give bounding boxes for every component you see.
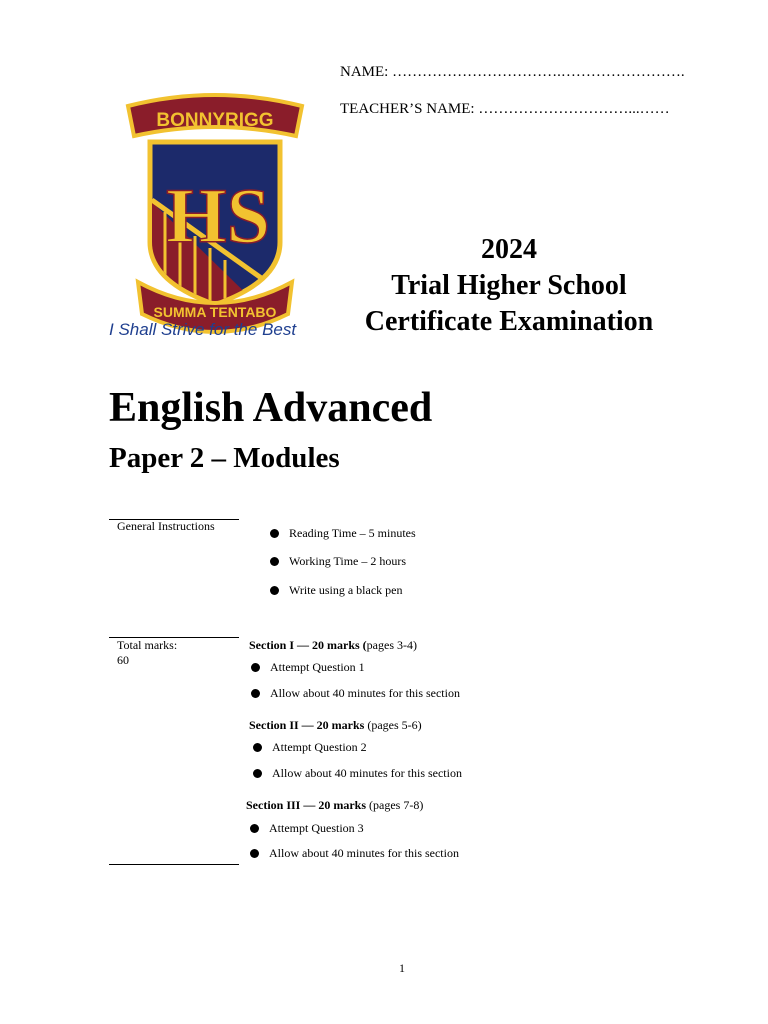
section-1-item: Allow about 40 minutes for this section xyxy=(251,686,460,701)
bullet-icon xyxy=(270,586,279,595)
instruction-item: Reading Time – 5 minutes xyxy=(270,526,416,541)
bullet-icon xyxy=(251,663,260,672)
bullet-icon xyxy=(253,743,262,752)
student-name-line: NAME: …………………………….……………………. xyxy=(340,64,685,80)
instruction-item: Write using a black pen xyxy=(270,583,402,598)
section-3-item: Attempt Question 3 xyxy=(250,821,364,836)
section-2-item: Attempt Question 2 xyxy=(253,740,367,755)
exam-year: 2024 xyxy=(481,234,537,265)
teacher-name-line: TEACHER’S NAME: …………………………...…… xyxy=(340,101,670,117)
bullet-icon xyxy=(253,769,262,778)
total-marks-value: 60 xyxy=(117,653,129,667)
bullet-icon xyxy=(251,689,260,698)
section-3-item: Allow about 40 minutes for this section xyxy=(250,846,459,861)
bullet-icon xyxy=(250,824,259,833)
page-number: 1 xyxy=(399,961,405,975)
general-instructions-label: General Instructions xyxy=(117,519,215,533)
crest-top-banner-text: BONNYRIGG xyxy=(156,110,274,131)
school-crest-logo xyxy=(110,92,320,352)
section-1-item: Attempt Question 1 xyxy=(251,660,365,675)
section-2-heading: Section II — 20 marks (pages 5-6) xyxy=(249,718,422,732)
bullet-icon xyxy=(270,529,279,538)
exam-title-line1: Trial Higher School xyxy=(391,270,627,301)
crest-bottom-banner-text: SUMMA TENTABO xyxy=(153,304,277,320)
bullet-icon xyxy=(250,849,259,858)
instruction-item: Working Time – 2 hours xyxy=(270,554,406,569)
total-marks-label: Total marks: xyxy=(117,638,178,652)
subject-title: English Advanced xyxy=(109,385,433,431)
divider-rule xyxy=(109,864,239,865)
section-2-item: Allow about 40 minutes for this section xyxy=(253,766,462,781)
section-1-heading: Section I — 20 marks (pages 3-4) xyxy=(249,638,417,652)
crest-monogram: HS xyxy=(165,172,271,259)
section-3-heading: Section III — 20 marks (pages 7-8) xyxy=(246,798,424,812)
bullet-icon xyxy=(270,557,279,566)
paper-title: Paper 2 – Modules xyxy=(109,442,340,474)
exam-title-line2: Certificate Examination xyxy=(364,306,654,337)
exam-title xyxy=(336,232,682,340)
school-motto: I Shall Strive for the Best xyxy=(109,320,297,339)
